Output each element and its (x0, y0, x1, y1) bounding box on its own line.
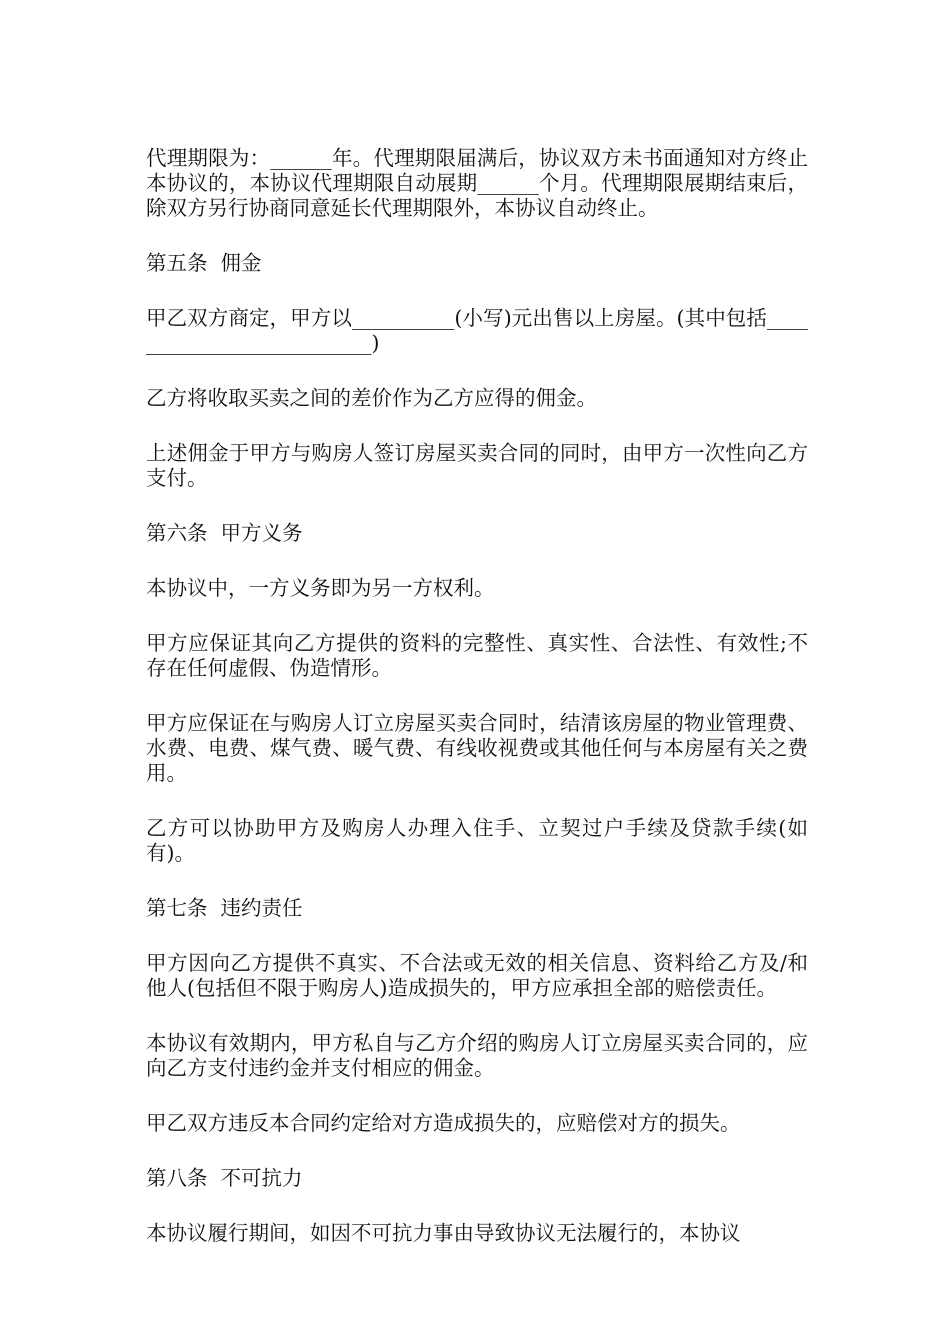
paragraph-transfer-assistance: 乙方可以协助甲方及购房人办理入住手、立契过户手续及贷款手续(如有)。 (146, 816, 808, 865)
heading-article-7: 第七条 违约责任 (146, 896, 303, 920)
paragraph-fee-settlement: 甲方应保证在与购房人订立房屋买卖合同时，结清该房屋的物业管理费、水费、电费、煤气费、暖气费、有线收视费或其他任何与本房屋有关之费用。 (146, 711, 808, 785)
paragraph-commission-payment: 上述佣金于甲方与购房人签订房屋买卖合同的同时，由甲方一次性向乙方支付。 (146, 441, 808, 490)
paragraph-force-majeure: 本协议履行期间，如因不可抗力事由导致协议无法履行的，本协议 (146, 1221, 741, 1245)
document-page (146, 146, 808, 1276)
paragraph-false-information: 甲方因向乙方提供不真实、不合法或无效的相关信息、资料给乙方及/和他人(包括但不限于购房人)造成损失的，甲方应承担全部的赔偿责任。 (146, 951, 808, 1000)
paragraph-private-contract: 本协议有效期内，甲方私自与乙方介绍的购房人订立房屋买卖合同的，应向乙方支付违约金并支付相应的佣金。 (146, 1031, 808, 1080)
heading-article-8: 第八条 不可抗力 (146, 1166, 303, 1190)
heading-article-6: 第六条 甲方义务 (146, 521, 303, 545)
paragraph-document-guarantee: 甲方应保证其向乙方提供的资料的完整性、真实性、合法性、有效性;不存在任何虚假、伪造情形。 (146, 631, 808, 680)
paragraph-sale-price: 甲乙双方商定，甲方以__________(小写)元出售以上房屋。(其中包括__________________________) (146, 306, 808, 355)
paragraph-obligation-right: 本协议中，一方义务即为另一方权利。 (146, 576, 495, 600)
paragraph-breach-compensation: 甲乙双方违反本合同约定给对方造成损失的，应赔偿对方的损失。 (146, 1111, 741, 1135)
heading-article-5: 第五条 佣金 (146, 251, 262, 275)
paragraph-commission-difference: 乙方将收取买卖之间的差价作为乙方应得的佣金。 (146, 386, 597, 410)
paragraph-agency-term: 代理期限为：______年。代理期限届满后，协议双方未书面通知对方终止本协议的，本协议代理期限自动展期______个月。代理期限展期结束后，除双方另行协商同意延长代理期限外，本协议自动终止。 (146, 146, 808, 220)
